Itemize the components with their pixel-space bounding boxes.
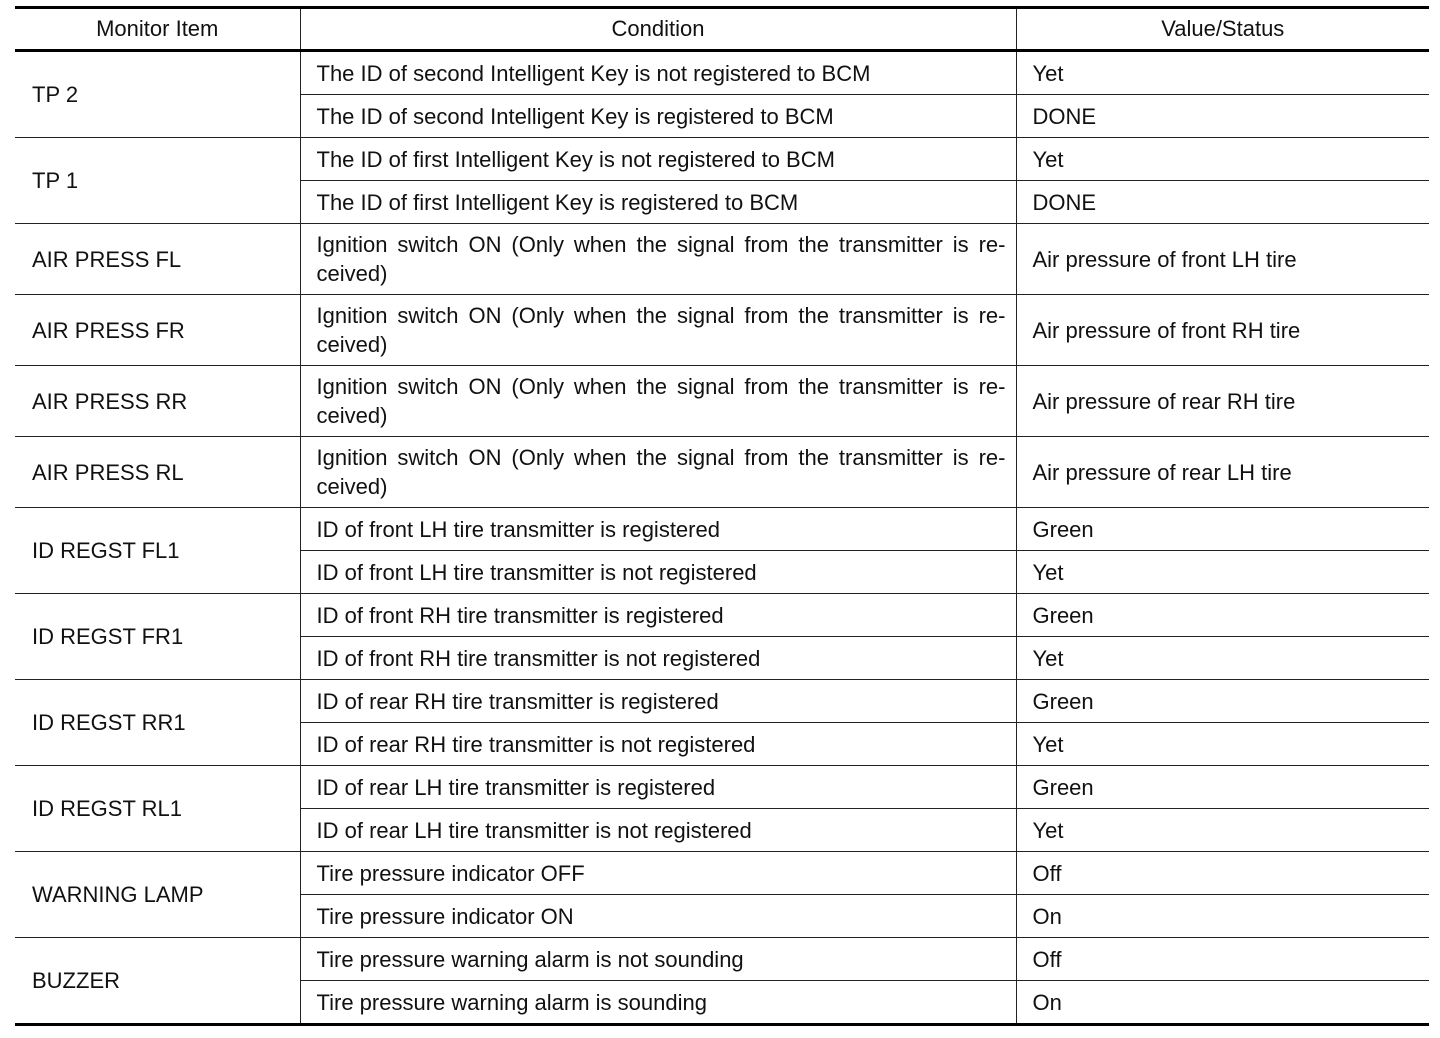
monitor-item-cell: BUZZER — [15, 938, 300, 1025]
table-row — [15, 437, 1429, 508]
value-status-cell: Green — [1016, 680, 1429, 723]
condition-cell: ID of front LH tire transmitter is not registered — [300, 551, 1016, 594]
table-row — [15, 295, 1429, 366]
value-status-cell: Yet — [1016, 551, 1429, 594]
monitor-item-cell: AIR PRESS FR — [15, 295, 300, 366]
value-status-cell: On — [1016, 981, 1429, 1025]
value-status-cell: Air pressure of front RH tire — [1016, 295, 1429, 366]
condition-cell: The ID of first Intelligent Key is registered to BCM — [300, 181, 1016, 224]
monitor-item-cell: ID REGST FL1 — [15, 508, 300, 594]
table-header-row — [15, 8, 1429, 51]
value-status-cell: Yet — [1016, 51, 1429, 95]
monitor-item-cell: AIR PRESS RR — [15, 366, 300, 437]
table-body — [15, 51, 1429, 1025]
value-status-cell: Yet — [1016, 138, 1429, 181]
monitor-item-cell: TP 2 — [15, 51, 300, 138]
condition-cell: The ID of second Intelligent Key is not registered to BCM — [300, 51, 1016, 95]
condition-cell: ID of rear RH tire transmitter is not registered — [300, 723, 1016, 766]
monitor-item-cell: WARNING LAMP — [15, 852, 300, 938]
value-status-cell: Air pressure of front LH tire — [1016, 224, 1429, 295]
value-status-cell: Yet — [1016, 637, 1429, 680]
monitor-item-cell: AIR PRESS RL — [15, 437, 300, 508]
header-condition: Condition — [300, 8, 1016, 51]
value-status-cell: Air pressure of rear RH tire — [1016, 366, 1429, 437]
condition-cell: Ignition switch ON (Only when the signal from the transmitter is re-ceived) — [300, 224, 1016, 295]
condition-cell: ID of rear RH tire transmitter is registered — [300, 680, 1016, 723]
condition-cell: Tire pressure warning alarm is not sounding — [300, 938, 1016, 981]
value-status-cell: Yet — [1016, 723, 1429, 766]
table-row — [15, 224, 1429, 295]
condition-cell: Ignition switch ON (Only when the signal from the transmitter is re-ceived) — [300, 366, 1016, 437]
value-status-cell: Green — [1016, 508, 1429, 551]
condition-cell: Ignition switch ON (Only when the signal from the transmitter is re-ceived) — [300, 437, 1016, 508]
table-row — [15, 138, 1429, 181]
monitor-item-cell: ID REGST FR1 — [15, 594, 300, 680]
table-row — [15, 680, 1429, 723]
value-status-cell: Air pressure of rear LH tire — [1016, 437, 1429, 508]
monitor-item-table — [15, 6, 1429, 1026]
value-status-cell: On — [1016, 895, 1429, 938]
condition-cell: Tire pressure indicator OFF — [300, 852, 1016, 895]
value-status-cell: Green — [1016, 594, 1429, 637]
condition-cell: The ID of second Intelligent Key is registered to BCM — [300, 95, 1016, 138]
monitor-item-cell: TP 1 — [15, 138, 300, 224]
header-monitor-item: Monitor Item — [15, 8, 300, 51]
value-status-cell: Green — [1016, 766, 1429, 809]
value-status-cell: DONE — [1016, 181, 1429, 224]
value-status-cell: Off — [1016, 938, 1429, 981]
value-status-cell: Yet — [1016, 809, 1429, 852]
condition-cell: ID of front RH tire transmitter is not registered — [300, 637, 1016, 680]
condition-cell: Tire pressure indicator ON — [300, 895, 1016, 938]
table-row — [15, 938, 1429, 981]
table-row — [15, 508, 1429, 551]
table-row — [15, 852, 1429, 895]
table-row — [15, 51, 1429, 95]
monitor-item-cell: AIR PRESS FL — [15, 224, 300, 295]
condition-cell: ID of rear LH tire transmitter is not registered — [300, 809, 1016, 852]
condition-cell: ID of rear LH tire transmitter is registered — [300, 766, 1016, 809]
value-status-cell: DONE — [1016, 95, 1429, 138]
condition-cell: Ignition switch ON (Only when the signal from the transmitter is re-ceived) — [300, 295, 1016, 366]
value-status-cell: Off — [1016, 852, 1429, 895]
monitor-item-cell: ID REGST RL1 — [15, 766, 300, 852]
condition-cell: Tire pressure warning alarm is sounding — [300, 981, 1016, 1025]
condition-cell: The ID of first Intelligent Key is not registered to BCM — [300, 138, 1016, 181]
condition-cell: ID of front LH tire transmitter is registered — [300, 508, 1016, 551]
condition-cell: ID of front RH tire transmitter is registered — [300, 594, 1016, 637]
table-row — [15, 766, 1429, 809]
header-value-status: Value/Status — [1016, 8, 1429, 51]
monitor-item-cell: ID REGST RR1 — [15, 680, 300, 766]
table-row — [15, 366, 1429, 437]
table-row — [15, 594, 1429, 637]
